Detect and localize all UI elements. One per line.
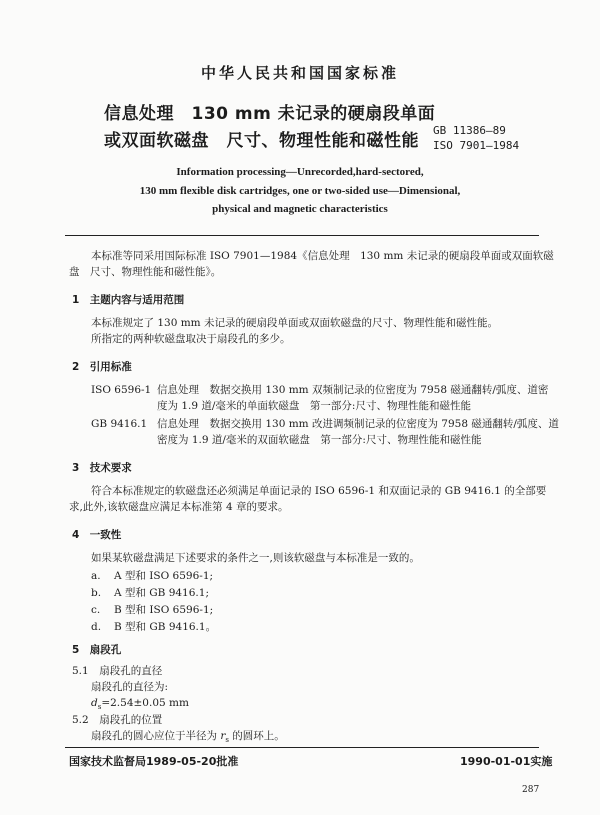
section-5-1-line1: 扇段孔的直径为: [91,681,169,693]
list-item-text: A 型和 ISO 6596-1; [114,570,214,582]
list-item-label: a. [91,570,101,582]
section-4-intro: 如果某软磁盘满足下述要求的条件之一,则该软磁盘与本标准是一致的。 [91,552,420,564]
section-5-2-heading: 5.2 扇段孔的位置 [72,714,163,726]
ref2-line1: 信息处理 数据交换用 130 mm 改进调频制记录的位密度为 7958 磁通翻转/弧度、道 [157,418,559,430]
list-item-label: c. [91,604,101,616]
standard-number-iso: ISO 7901—1984 [433,139,520,152]
radius-symbol: r [220,730,226,742]
section-4-heading: 4 一致性 [72,529,122,541]
title-cn-line1: 信息处理 130 mm 未记录的硬扇段单面 [104,104,436,124]
ref1-line2: 度为 1.9 道/毫米的单面软磁盘 第一部分:尺寸、物理性能和磁性能 [157,400,471,412]
section-3-line2: 求,此外,该软磁盘应满足本标准第 4 章的要求。 [69,501,289,513]
title-en-line1: Information processing—Unrecorded,hard-sectored, [176,166,424,178]
page-number: 287 [522,785,540,795]
list-item-text: A 型和 GB 9416.1; [114,587,209,599]
section-3-line1: 符合本标准规定的软磁盘还必须满足单面记录的 ISO 6596-1 和双面记录的 GB 9416.1 的全部要 [91,485,547,497]
ref2-code: GB 9416.1 [91,418,148,430]
ref1-code: ISO 6596-1 [91,384,152,396]
position-text-pre: 扇段孔的圆心应位于半径为 [91,730,221,742]
section-5-heading: 5 扇段孔 [72,644,122,656]
radius-subscript: s [225,736,229,745]
implementation-date: 1990-01-01实施 [460,755,553,768]
section-1-heading: 1 主题内容与适用范围 [72,294,185,306]
section-3-heading: 3 技术要求 [72,462,132,474]
footer-rule [65,747,539,748]
formula-subscript: s [97,703,102,712]
title-en-line3: physical and magnetic characteristics [212,203,388,215]
title-en-line2: 130 mm flexible disk cartridges, one or two-sided use—Dimensional, [139,185,461,197]
section-1-line1: 本标准规定了 130 mm 未记录的硬扇段单面或双面软磁盘的尺寸、物理性能和磁性能。 [91,317,498,329]
section-1-line2: 所指定的两种软磁盘取决于扇段孔的多少。 [91,333,291,345]
list-item-label: b. [91,587,102,599]
standard-number-gb: GB 11386—89 [433,124,506,137]
section-2-heading: 2 引用标准 [72,361,132,373]
intro-line1: 本标准等同采用国际标准 ISO 7901—1984《信息处理 130 mm 未记录的硬扇段单面或双面软磁 [91,250,554,262]
list-item-label: d. [91,621,102,633]
formula-value: =2.54±0.05 mm [101,697,189,709]
ref2-line2: 密度为 1.9 道/毫米的双面软磁盘 第一部分:尺寸、物理性能和磁性能 [157,434,482,446]
ref1-line1: 信息处理 数据交换用 130 mm 双频制记录的位密度为 7958 磁通翻转/弧度、道密 [157,384,549,396]
header-rule [65,235,539,236]
title-cn-line2: 或双面软磁盘 尺寸、物理性能和磁性能 [104,131,419,151]
list-item-text: B 型和 ISO 6596-1; [114,604,214,616]
formula-symbol: d [91,697,98,709]
national-standard-heading: 中华人民共和国国家标准 [200,64,399,82]
list-item-text: B 型和 GB 9416.1。 [114,621,217,633]
section-5-1-heading: 5.1 扇段孔的直径 [72,665,163,677]
position-text-post: 的圆环上。 [228,730,285,742]
intro-line2: 盘 尺寸、物理性能和磁性能》。 [69,266,222,278]
approval-date: 国家技术监督局1989-05-20批准 [69,755,239,768]
section-5-2-line1 [91,728,285,748]
